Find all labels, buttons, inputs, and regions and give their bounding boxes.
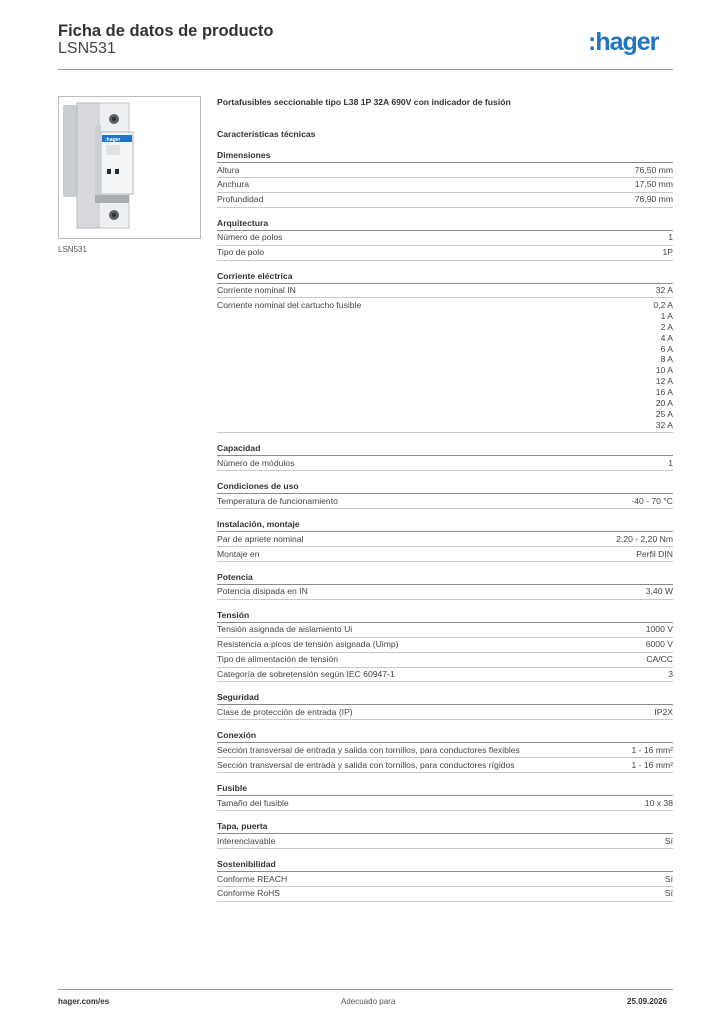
spec-row: [217, 193, 673, 208]
spec-row: [217, 547, 673, 562]
spec-label: Tamaño del fusible: [217, 797, 289, 808]
spec-label: Número de módulos: [217, 457, 295, 468]
spec-value: 4 A: [660, 332, 673, 343]
product-code: LSN531: [58, 40, 116, 57]
spec-value: 10 A: [655, 365, 673, 376]
spec-value: 20 A: [655, 398, 673, 409]
spec-row: [217, 246, 673, 261]
spec-label: Altura: [217, 164, 240, 175]
spec-value: 6 A: [660, 343, 673, 354]
section-title: Condiciones de uso: [217, 480, 673, 494]
product-description: Portafusibles seccionable tipo L38 1P 32A 690V con indicador de fusión: [217, 97, 511, 107]
spec-value: 1: [668, 232, 673, 243]
spec-row: [217, 668, 673, 683]
spec-value: 25 A: [655, 409, 673, 419]
section-title: Sostenibilidad: [217, 858, 673, 872]
spec-value: 2,20 - 2,20 Nm: [616, 533, 673, 544]
spec-row: [217, 705, 673, 720]
spec-value: 3: [668, 669, 673, 680]
spec-value: -40 - 70 °C: [631, 495, 673, 506]
footer-website: hager.com/es: [58, 997, 110, 1006]
spec-label: Interenclavable: [217, 835, 276, 846]
spec-label: Potencia disipada en IN: [217, 586, 308, 597]
spec-row: [217, 834, 673, 849]
spec-value: 1 A: [660, 310, 673, 321]
spec-label: Montaje en: [217, 548, 260, 559]
spec-value-list: [653, 300, 673, 431]
spec-value: Perfil DIN: [636, 548, 673, 559]
spec-row: [217, 638, 673, 653]
section-title: Corriente eléctrica: [217, 270, 673, 284]
spec-label: Categoría de sobretensión según IEC 60947-1: [217, 669, 395, 680]
spec-label: Conforme REACH: [217, 873, 288, 884]
spec-row: [217, 494, 673, 509]
spec-value: 0,2 A: [653, 299, 673, 310]
spec-value: Sí: [664, 873, 673, 884]
spec-value: Sí: [664, 835, 673, 846]
spec-value: 6000 V: [645, 639, 673, 650]
section-title: Seguridad: [217, 691, 673, 705]
spec-label: Anchura: [217, 179, 250, 190]
spec-value: 2 A: [660, 321, 673, 332]
image-caption: LSN531: [58, 245, 87, 254]
svg-text::hager: :hager: [588, 28, 659, 56]
spec-row: [217, 298, 673, 433]
spec-value: 3,40 W: [645, 586, 673, 597]
spec-sections: [217, 149, 673, 902]
footer-note: Adecuado para: [341, 997, 396, 1006]
section-title: Tensión: [217, 609, 673, 623]
spec-label: Sección transversal de entrada y salida con tornillos, para conductores flexibles: [217, 744, 520, 755]
section-title: Dimensiones: [217, 149, 673, 163]
spec-label: Resistencia a picos de tensión asignada (Uimp): [217, 639, 399, 650]
section-title: Tapa, puerta: [217, 820, 673, 834]
spec-row: [217, 758, 673, 773]
spec-label: Sección transversal de entrada y salida con tornillos, para conductores rígidos: [217, 759, 515, 770]
spec-value: 17,50 mm: [634, 179, 673, 190]
spec-value: 10 x 38: [644, 797, 673, 808]
spec-value: 32 A: [655, 419, 673, 430]
section-title: Arquitectura: [217, 217, 673, 231]
spec-value: 1: [668, 457, 673, 468]
spec-row: [217, 743, 673, 758]
spec-label: Corriente nominal IN: [217, 285, 296, 296]
technical-characteristics-heading: Características técnicas: [217, 129, 316, 139]
section-title: Potencia: [217, 571, 673, 585]
spec-row: [217, 872, 673, 887]
section-title: Capacidad: [217, 442, 673, 456]
spec-row: [217, 456, 673, 471]
spec-row: [217, 653, 673, 668]
spec-label: Tipo de polo: [217, 247, 264, 258]
spec-label: Conforme RoHS: [217, 888, 281, 899]
spec-row: [217, 178, 673, 193]
spec-row: [217, 796, 673, 811]
section-title: Instalación, montaje: [217, 518, 673, 532]
spec-value: 76,50 mm: [634, 164, 673, 175]
spec-row: [217, 887, 673, 902]
spec-row: [217, 532, 673, 547]
spec-label: Corriente nominal del cartucho fusible: [217, 299, 362, 310]
spec-label: Tensión asignada de aislamiento Ui: [217, 624, 353, 635]
spec-label: Profundidad: [217, 194, 264, 205]
spec-value: Sí: [664, 888, 673, 899]
spec-label: Número de polos: [217, 232, 283, 243]
spec-value: 8 A: [660, 354, 673, 365]
spec-label: Temperatura de funcionamiento: [217, 495, 338, 506]
footer-divider: [58, 989, 673, 990]
spec-value: 76,90 mm: [634, 194, 673, 205]
spec-value: CA/CC: [646, 654, 673, 665]
svg-text::hager: :hager: [105, 137, 121, 143]
spec-value: 1P: [662, 247, 673, 258]
hager-logo: [588, 25, 674, 59]
spec-value: 1000 V: [645, 624, 673, 635]
spec-row: [217, 623, 673, 638]
section-title: Conexión: [217, 729, 673, 743]
spec-label: Par de apriete nominal: [217, 533, 304, 544]
spec-row: [217, 163, 673, 178]
spec-row: [217, 585, 673, 600]
product-image: [58, 96, 201, 239]
spec-value: 1 - 16 mm²: [631, 759, 673, 770]
spec-row: [217, 284, 673, 299]
spec-label: Tipo de alimentación de tensión: [217, 654, 339, 665]
section-title: Fusible: [217, 782, 673, 796]
spec-value: 16 A: [655, 387, 673, 398]
page-title: Ficha de datos de producto: [58, 22, 274, 40]
spec-row: [217, 231, 673, 246]
footer-date: 25.09.2026: [627, 997, 668, 1006]
header-divider: [58, 69, 673, 70]
spec-label: Clase de protección de entrada (IP): [217, 706, 353, 717]
spec-content: [217, 96, 673, 902]
spec-value: 1 - 16 mm²: [631, 744, 673, 755]
spec-value: 12 A: [655, 376, 673, 387]
spec-value: 32 A: [655, 285, 673, 296]
spec-value: IP2X: [654, 706, 673, 717]
